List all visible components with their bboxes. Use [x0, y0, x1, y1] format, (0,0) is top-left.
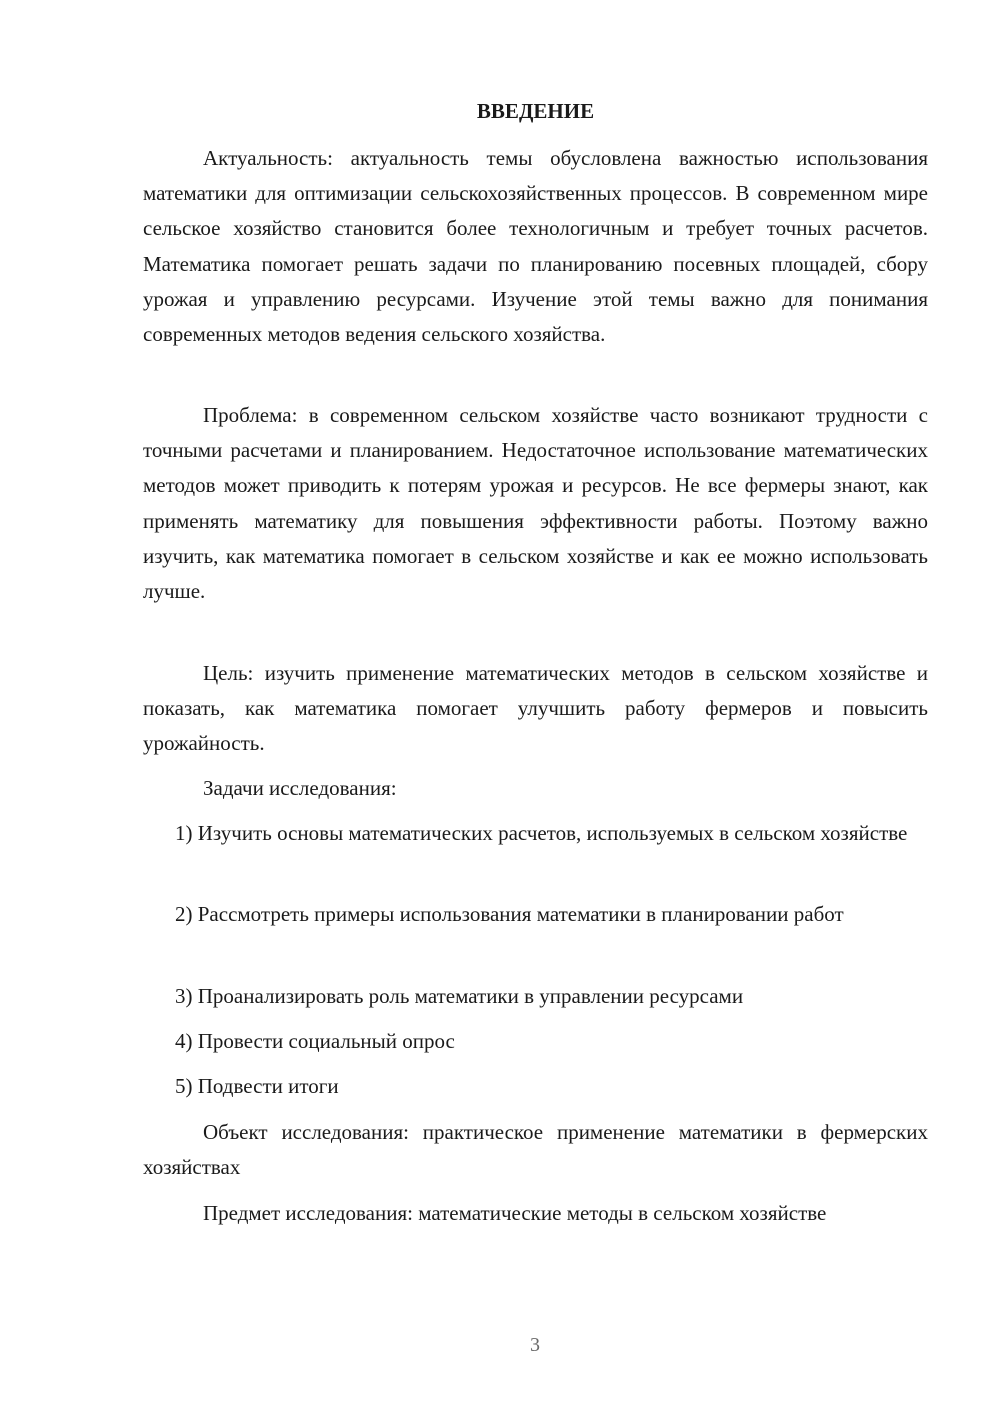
- task-item-3: 3) Проанализировать роль математики в управлении ресурсами: [175, 984, 744, 1008]
- paragraph-object: Объект исследования: практическое применение математики в фермерских хозяйствах: [143, 1120, 928, 1180]
- task-item-1: 1) Изучить основы математических расчетов, используемых в сельском хозяйстве: [175, 821, 908, 845]
- section-title: ВВЕДЕНИЕ: [476, 99, 595, 123]
- paragraph-relevance: Актуальность: актуальность темы обусловлена важностью использования математики для оптимизации сельскохозяйственных процессов. В современном мире сельское хозяйство становится более технологичным и требует точных расчетов. Математика помогает решать задачи по планированию посевных площадей, сбору урожая и управлению ресурсами. Изучение этой темы важно для понимания современных методов ведения сельского хозяйства.: [143, 146, 928, 347]
- tasks-heading: Задачи исследования:: [203, 776, 397, 800]
- paragraph-problem: Проблема: в современном сельском хозяйстве часто возникают трудности с точными расчетами и планированием. Недостаточное использование математических методов может приводить к потерям урожая и ресурсов. Не все фермеры знают, как применять математику для повышения эффективности работы. Поэтому важно изучить, как математика помогает в сельском хозяйстве и как ее можно использовать лучше.: [143, 403, 928, 604]
- paragraph-subject: Предмет исследования: математические методы в сельском хозяйстве: [203, 1201, 827, 1225]
- task-item-5: 5) Подвести итоги: [175, 1074, 339, 1098]
- task-item-2: 2) Рассмотреть примеры использования математики в планировании работ: [175, 902, 844, 926]
- page-number: 3: [530, 1334, 540, 1356]
- task-item-4: 4) Провести социальный опрос: [175, 1029, 455, 1053]
- paragraph-goal: Цель: изучить применение математических методов в сельском хозяйстве и показать, как математика помогает улучшить работу фермеров и повысить урожайность.: [143, 661, 928, 756]
